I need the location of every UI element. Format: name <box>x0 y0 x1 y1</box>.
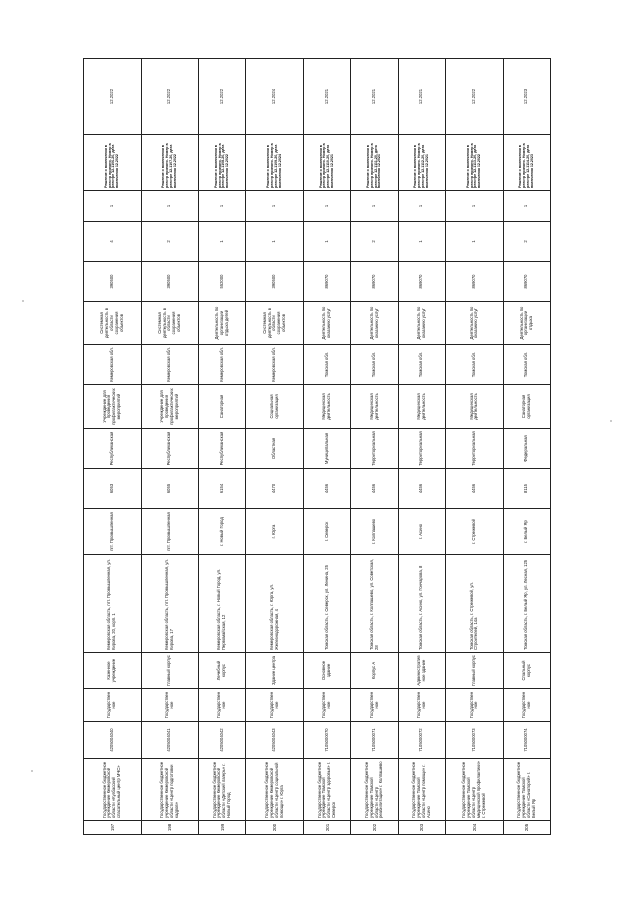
activity-cell: Деятельность по организации отдыха детей <box>199 302 246 345</box>
address-cell: Томская область, г. Белый Яр, ул. Лесная, 125 <box>503 555 550 653</box>
scan-speck <box>31 770 33 772</box>
kind-cell: Санаторная организация <box>503 385 550 429</box>
locality-cell: г. Новый Город <box>199 509 246 555</box>
kind-cell: Социальная организация <box>246 385 304 429</box>
shift-cell: 1 <box>141 191 199 222</box>
subordination-cell: Кемеровская обл. <box>246 345 304 385</box>
count-cell: 4 <box>84 222 142 262</box>
kind-cell: Медицинская деятельность <box>304 385 351 429</box>
building-type-cell: Административное здание <box>398 653 445 689</box>
row-number-cell: 200 <box>246 821 304 835</box>
code-cell: 4456 <box>446 469 504 509</box>
ownership-form-cell: Государственное <box>304 689 351 722</box>
address-cell: Томская область, г. Колпашево, ул. Советская, 28 <box>351 555 398 653</box>
subordination-cell: Томская обл. <box>351 345 398 385</box>
okved-code-cell: 869070 <box>503 262 550 302</box>
registry-status-cell: Решение о включении в реестр принято. Номер в реестре 12-1112-20, дата включения 12.2021 <box>398 135 445 191</box>
registry-status-cell: Решение о включении в реестр принято. Номер в реестре 12-1106-20, дата включения 12.2022 <box>84 135 142 191</box>
okved-code-cell: 869070 <box>351 262 398 302</box>
scan-speck <box>22 300 24 302</box>
okved-code-cell: 390500 <box>246 262 304 302</box>
shift-cell: 1 <box>304 191 351 222</box>
inn-code-cell: 4205004041 <box>141 722 199 759</box>
activity-cell: Деятельность по оказанию услуг <box>351 302 398 345</box>
registry-status-cell: Решение о включении в реестр принято. Номер в реестре 12-1107-20, дата включения 12.2022 <box>141 135 199 191</box>
organization-name-cell: Государственное бюджетное учреждение Томской области «Центр медицинской профилактики» г. Стрежевой <box>446 759 504 821</box>
table-row <box>84 59 142 835</box>
date-cell: 12.2024 <box>246 59 304 135</box>
locality-cell: г. Стрежевой <box>446 509 504 555</box>
organization-name-cell: Государственное бюджетное учреждение Кемеровской области «Кузбасский спасательный центр МЧС» <box>84 759 142 821</box>
activity-cell: Деятельность по оказанию услуг <box>446 302 504 345</box>
locality-cell: г. Юрга <box>246 509 304 555</box>
shift-cell: 1 <box>351 191 398 222</box>
subordination-cell: Кемеровская обл. <box>84 345 142 385</box>
count-cell: 1 <box>246 222 304 262</box>
building-type-cell: Казенное учреждение <box>84 653 142 689</box>
code-cell: 6154 <box>199 469 246 509</box>
row-number-cell: 199 <box>199 821 246 835</box>
building-type-cell: Здание центра <box>246 653 304 689</box>
ownership-form-cell: Государственное <box>351 689 398 722</box>
building-type-cell: Спальный корпус <box>503 653 550 689</box>
organization-name-cell: Государственное бюджетное учреждение Томской области «Центр помощи» г. Асино <box>398 759 445 821</box>
building-type-cell: Лечебный корпус <box>199 653 246 689</box>
subordination-cell: Кемеровская обл. <box>199 345 246 385</box>
inn-code-cell: 7105000071 <box>351 722 398 759</box>
inn-code-cell: 7105000074 <box>503 722 550 759</box>
activity-cell: Деятельность по организации отдыха <box>503 302 550 345</box>
registry-status-cell: Решение о включении в реестр принято. Номер в реестре 12-1114-20, дата включения 12.2023 <box>503 135 550 191</box>
registry-status-cell: Решение о включении в реестр принято. Номер в реестре 12-1108-20, дата включения 12.2022 <box>199 135 246 191</box>
inn-code-cell: 4205004043 <box>246 722 304 759</box>
ownership-form-cell: Государственное <box>141 689 199 722</box>
row-number-cell: 198 <box>141 821 199 835</box>
address-cell: Кемеровская область, г. Юрга, ул. Железнодорожная, 4 <box>246 555 304 653</box>
category-cell: Областная <box>246 429 304 469</box>
okved-code-cell: 390500 <box>84 262 142 302</box>
ownership-form-cell: Государственное <box>199 689 246 722</box>
address-cell: Кемеровская область, пгт. Промышленная, ул. Кирова, 20, корп. 1 <box>84 555 142 653</box>
table-row <box>199 59 246 835</box>
count-cell: 1 <box>304 222 351 262</box>
address-cell: Томская область, г. Северск, ул. Ленина, 25 <box>304 555 351 653</box>
date-cell: 12.2022 <box>84 59 142 135</box>
row-number-cell: 203 <box>398 821 445 835</box>
activity-cell: Деятельность по оказанию услуг <box>304 302 351 345</box>
table-row <box>304 59 351 835</box>
code-cell: 4456 <box>304 469 351 509</box>
kind-cell: Медицинская деятельность <box>351 385 398 429</box>
row-number-cell: 202 <box>351 821 398 835</box>
kind-cell: Учреждение для проведения профилактических мероприятий <box>141 385 199 429</box>
locality-cell: пгт. Промышленная <box>84 509 142 555</box>
code-cell: 4456 <box>351 469 398 509</box>
locality-cell: пгт. Промышленная <box>141 509 199 555</box>
inn-code-cell: 7105000072 <box>398 722 445 759</box>
inn-code-cell: 4205004042 <box>199 722 246 759</box>
code-cell: 4470 <box>246 469 304 509</box>
date-cell: 12.2021 <box>398 59 445 135</box>
address-cell: Томская область, г. Стрежевой, ул. Строителей, 14а <box>446 555 504 653</box>
okved-code-cell: 869070 <box>398 262 445 302</box>
category-cell: Республиканская <box>199 429 246 469</box>
locality-cell: г. Колпашево <box>351 509 398 555</box>
shift-cell: 1 <box>199 191 246 222</box>
table-row <box>351 59 398 835</box>
kind-cell: Медицинская деятельность <box>398 385 445 429</box>
date-cell: 12.2023 <box>503 59 550 135</box>
count-cell: 1 <box>446 222 504 262</box>
category-cell: Федеральная <box>503 429 550 469</box>
date-cell: 12.2022 <box>141 59 199 135</box>
subordination-cell: Томская обл. <box>398 345 445 385</box>
shift-cell: 1 <box>84 191 142 222</box>
activity-cell: Системная деятельность в области сохранения объектов <box>84 302 142 345</box>
building-type-cell: Корпус А <box>351 653 398 689</box>
ownership-form-cell: Государственное <box>446 689 504 722</box>
activity-cell: Системная деятельность в области сохранения объектов <box>141 302 199 345</box>
table-row <box>446 59 504 835</box>
registry-status-cell: Решение о включении в реестр принято. Номер в реестре 12-1113-20, дата включения 12.2022 <box>446 135 504 191</box>
okved-code-cell: 869070 <box>446 262 504 302</box>
category-cell: Территориальная <box>351 429 398 469</box>
shift-cell: 1 <box>503 191 550 222</box>
count-cell: 2 <box>351 222 398 262</box>
date-cell: 12.2021 <box>351 59 398 135</box>
address-cell: Томская область, г. Асино, ул. Гончарова, 8 <box>398 555 445 653</box>
subordination-cell: Кемеровская обл. <box>141 345 199 385</box>
inn-code-cell: 7105000073 <box>446 722 504 759</box>
inn-code-cell: 7105000070 <box>304 722 351 759</box>
okved-code-cell: 552000 <box>199 262 246 302</box>
ownership-form-cell: Государственное <box>398 689 445 722</box>
activity-cell: Деятельность по оказанию услуг <box>398 302 445 345</box>
row-number-cell: 204 <box>446 821 504 835</box>
row-number-cell: 197 <box>84 821 142 835</box>
locality-cell: г. Асино <box>398 509 445 555</box>
registry-status-cell: Решение о включении в реестр принято. Номер в реестре 12-1111-20, дата включения 12.2021 <box>351 135 398 191</box>
subordination-cell: Томская обл. <box>446 345 504 385</box>
table-row <box>141 59 199 835</box>
organization-name-cell: Государственное бюджетное учреждение Кемеровской области «Центр подготовки кадров» <box>141 759 199 821</box>
subordination-cell: Томская обл. <box>304 345 351 385</box>
okved-code-cell: 390500 <box>141 262 199 302</box>
category-cell: Территориальная <box>398 429 445 469</box>
shift-cell: 1 <box>246 191 304 222</box>
inn-code-cell: 4205004040 <box>84 722 142 759</box>
building-type-cell: Основное здание <box>304 653 351 689</box>
date-cell: 12.2021 <box>304 59 351 135</box>
date-cell: 12.2022 <box>446 59 504 135</box>
building-type-cell: Главный корпус <box>446 653 504 689</box>
count-cell: 2 <box>503 222 550 262</box>
kind-cell: Санаторная <box>199 385 246 429</box>
ownership-form-cell: Государственное <box>503 689 550 722</box>
organization-name-cell: Государственное бюджетное учреждение Томской области «Санаторий» г. Белый Яр <box>503 759 550 821</box>
ownership-form-cell: Государственное <box>246 689 304 722</box>
count-cell: 2 <box>141 222 199 262</box>
subordination-cell: Томская обл. <box>503 345 550 385</box>
category-cell: Республиканская <box>84 429 142 469</box>
count-cell: 1 <box>199 222 246 262</box>
code-cell: 8115 <box>503 469 550 509</box>
table-row <box>503 59 550 835</box>
organization-name-cell: Государственное бюджетное учреждение Кемеровской области «Детский лагерь» г. Новый Город <box>199 759 246 821</box>
table-row <box>398 59 445 835</box>
category-cell: Территориальная <box>446 429 504 469</box>
locality-cell: г. Белый Яр <box>503 509 550 555</box>
date-cell: 12.2022 <box>199 59 246 135</box>
category-cell: Муниципальная <box>304 429 351 469</box>
building-type-cell: Главный корпус <box>141 653 199 689</box>
registry-status-cell: Решение о включении в реестр принято. Номер в реестре 12-1109-20, дата включения 12.2024 <box>246 135 304 191</box>
shift-cell: 1 <box>398 191 445 222</box>
code-cell: 4456 <box>398 469 445 509</box>
row-number-cell: 201 <box>304 821 351 835</box>
count-cell: 1 <box>398 222 445 262</box>
rotated-table-wrapper <box>83 69 551 835</box>
shift-cell: 1 <box>446 191 504 222</box>
ownership-form-cell: Государственное <box>84 689 142 722</box>
kind-cell: Медицинская деятельность <box>446 385 504 429</box>
organization-name-cell: Государственное бюджетное учреждение Томской области «Центр здоровья» г. Северск <box>304 759 351 821</box>
code-cell: 6053 <box>84 469 142 509</box>
activity-cell: Системная деятельность в области сохранения объектов <box>246 302 304 345</box>
scan-speck <box>610 420 612 422</box>
kind-cell: Учреждение для проведения профилактических мероприятий <box>84 385 142 429</box>
organization-name-cell: Государственное бюджетное учреждение Томской области «Центр реабилитации» г. Колпашево <box>351 759 398 821</box>
organization-name-cell: Государственное бюджетное учреждение Кемеровской области «Центр социальной помощи» г. Юрга <box>246 759 304 821</box>
okved-code-cell: 869070 <box>304 262 351 302</box>
code-cell: 6055 <box>141 469 199 509</box>
locality-cell: г. Северск <box>304 509 351 555</box>
address-cell: Кемеровская область, пгт. Промышленная, ул. Кирова, 17 <box>141 555 199 653</box>
category-cell: Республиканская <box>141 429 199 469</box>
address-cell: Кемеровская область, г. Новый Город, ул. Первомайская, 12 <box>199 555 246 653</box>
table-row <box>246 59 304 835</box>
registry-table <box>83 58 551 835</box>
row-number-cell: 205 <box>503 821 550 835</box>
registry-status-cell: Решение о включении в реестр принято. Номер в реестре 12-1110-20, дата включения 12.2021 <box>304 135 351 191</box>
